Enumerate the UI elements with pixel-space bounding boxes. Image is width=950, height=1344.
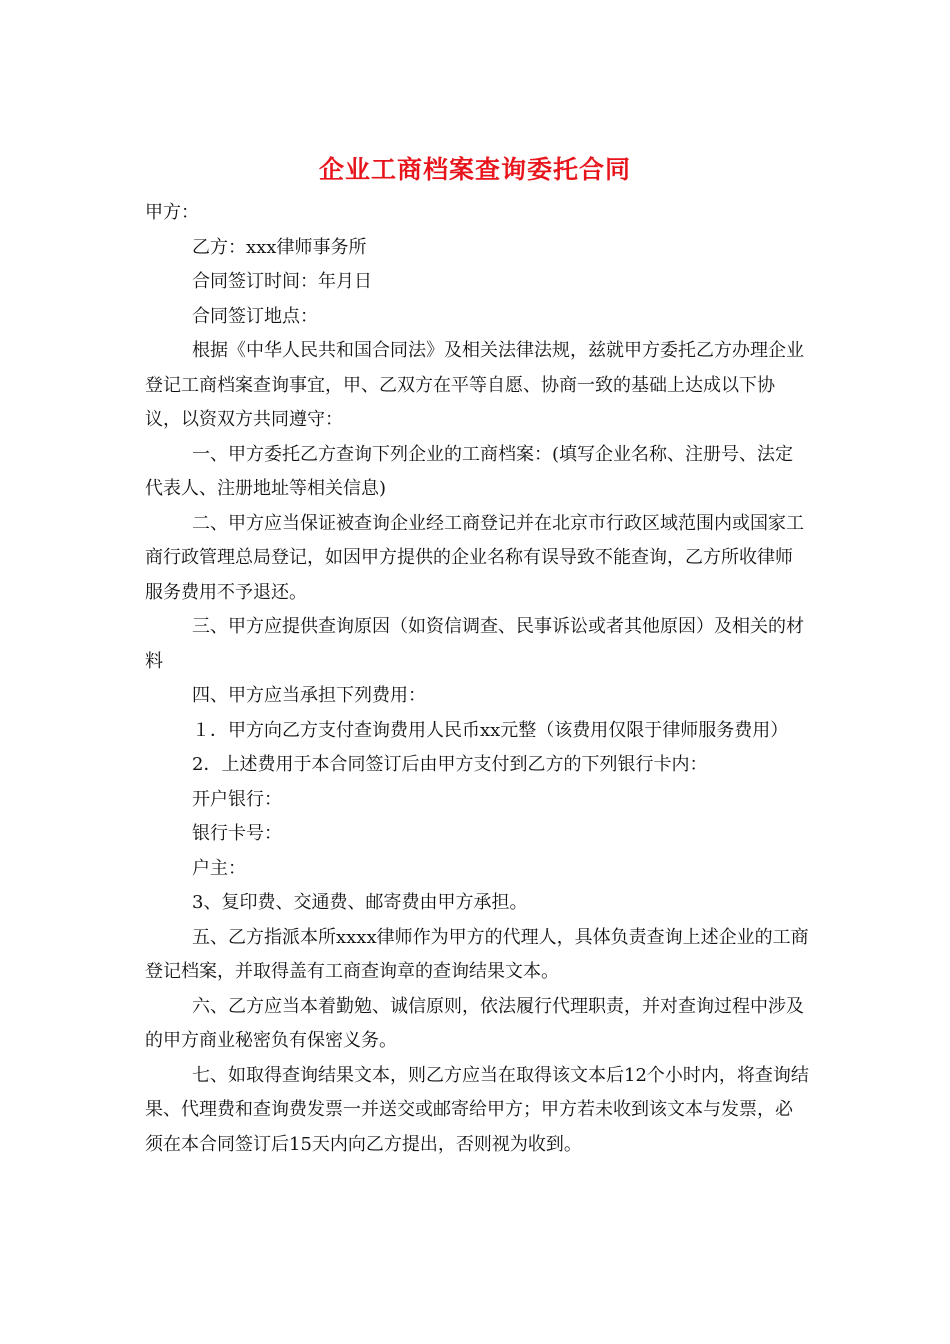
paragraph-clause-6: 六、乙方应当本着勤勉、诚信原则，依法履行代理职责，并对查询过程中涉及的甲方商业秘密负有保密义务。 xyxy=(145,995,804,1051)
paragraph-account-holder: 户主： xyxy=(192,857,246,879)
paragraph-clause-3: 三、甲方应提供查询原因（如资信调查、民事诉讼或者其他原因）及相关的材料 xyxy=(145,616,804,672)
paragraph-bank-name: 开户银行： xyxy=(192,788,282,810)
paragraph-clause-1: 一、甲方委托乙方查询下列企业的工商档案：(填写企业名称、注册号、法定代表人、注册地址等相关信息) xyxy=(145,443,794,499)
paragraph-party-a: 甲方： xyxy=(145,202,199,223)
paragraph-bank-card: 银行卡号： xyxy=(192,823,282,844)
paragraph-clause-4-item-1: １．甲方向乙方支付查询费用人民币xx元整（该费用仅限于律师服务费用） xyxy=(192,719,789,741)
paragraph-clause-4-item-3: 3、复印费、交通费、邮寄费由甲方承担。 xyxy=(192,892,528,913)
paragraph-sign-place: 合同签订地点： xyxy=(192,305,318,327)
paragraph-clause-4-item-2: 2．上述费用于本合同签订后由甲方支付到乙方的下列银行卡内： xyxy=(192,754,708,775)
paragraph-clause-2: 二、甲方应当保证被查询企业经工商登记并在北京市行政区域范围内或国家工商行政管理总局登记，如因甲方提供的企业名称有误导致不能查询，乙方所收律师服务费用不予退还。 xyxy=(145,512,804,603)
paragraph-clause-4: 四、甲方应当承担下列费用： xyxy=(192,685,426,706)
document-title: 企业工商档案查询委托合同 xyxy=(318,155,631,184)
document-body xyxy=(145,196,810,1162)
paragraph-sign-date: 合同签订时间：年月日 xyxy=(192,271,372,292)
paragraph-clause-5: 五、乙方指派本所xxxx律师作为甲方的代理人，具体负责查询上述企业的工商登记档案，并取得盖有工商查询章的查询结果文本。 xyxy=(145,926,809,982)
paragraph-clause-7: 七、如取得查询结果文本，则乙方应当在取得该文本后12个小时内，将查询结果、代理费和查询费发票一并送交或邮寄给甲方；甲方若未收到该文本与发票，必须在本合同签订后15天内向乙方提出，否则视为收到。 xyxy=(145,1064,809,1155)
paragraph-party-b: 乙方：xxx律师事务所 xyxy=(192,236,367,258)
paragraph-preamble: 根据《中华人民共和国合同法》及相关法律法规，兹就甲方委托乙方办理企业登记工商档案查询事宜，甲、乙双方在平等自愿、协商一致的基础上达成以下协议，以资双方共同遵守： xyxy=(145,340,804,430)
